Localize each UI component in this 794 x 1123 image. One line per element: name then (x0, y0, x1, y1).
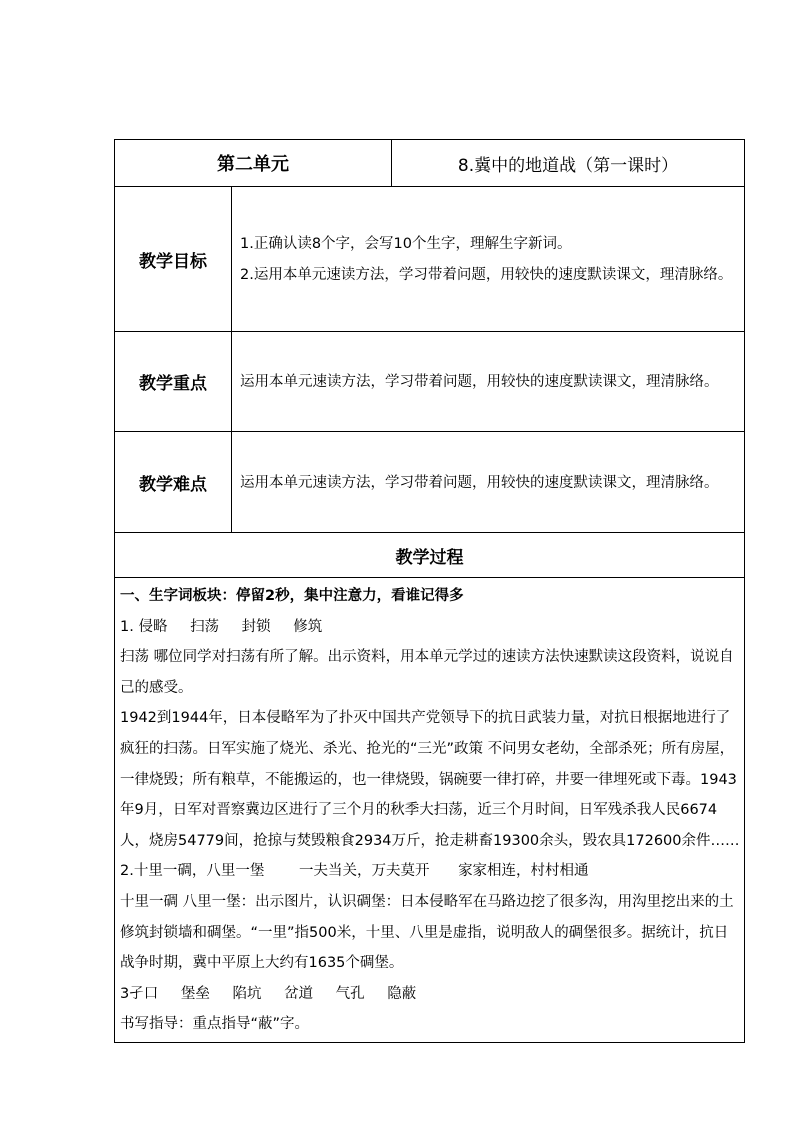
goals-content (232, 187, 745, 332)
process-title: 教学过程 (115, 533, 745, 578)
key-points-label: 教学重点 (115, 332, 232, 432)
word: 一夫当关，万夫莫开 (298, 863, 430, 880)
lesson-plan-table (114, 139, 745, 1043)
process-content (115, 578, 745, 1043)
word: 2.十里一碉，八里一堡 (120, 863, 265, 880)
unit-title: 第二单元 (115, 140, 392, 187)
goal-item: 1.正确认读8个字，会写10个生字，理解生字新词。 (240, 236, 572, 252)
word: 扫荡 (190, 618, 220, 635)
paragraph: 十里一碉 八里一堡：出示图片，认识碉堡：日本侵略军在马路边挖了很多沟，用沟里挖出来的土修筑封锁墙和碉堡。“一里”指500米，十里、八里是虚指，说明敌人的碉堡很多。据统计，抗日战争时期，冀中平原上大约有1635个碉堡。 (120, 893, 734, 972)
word-list (120, 979, 740, 1010)
difficulties-label: 教学难点 (115, 432, 232, 533)
key-points-content: 运用本单元速读方法，学习带着问题，用较快的速度默读课文，理清脉络。 (232, 332, 745, 432)
word: 家家相连，村村相通 (458, 863, 589, 880)
goal-item: 2.运用本单元速读方法，学习带着问题，用较快的速度默读课文，理清脉络。 (240, 267, 733, 283)
process-row (115, 578, 745, 1043)
word: 岔道 (284, 985, 314, 1002)
difficulties-row (115, 432, 745, 533)
goals-row (115, 187, 745, 332)
word-list (120, 612, 740, 643)
lesson-title: 8.冀中的地道战（第一课时） (392, 140, 745, 187)
word: 1. 侵略 (120, 618, 168, 635)
word: 陷坑 (232, 985, 262, 1002)
paragraph: 1942到1944年，日本侵略军为了扑灭中国共产党领导下的抗日武装力量，对抗日根据地进行了疯狂的扫荡。日军实施了烧光、杀光、抢光的“三光”政策 不问男女老幼，全部杀死；所有房屋，一律烧毁；所有粮草，不能搬运的，也一律烧毁，锅碗要一律打碎，井要一律埋死或下毒。1943年9月，日军对晋察冀边区进行了三个月的秋季大扫荡，近三个月时间，日军残杀我人民6674人，烧房54779间，抢掠与焚毁粮食2934万斤，抢走耕畜19300余头，毁农具172600余件…… (120, 710, 740, 849)
word: 封锁 (241, 618, 271, 635)
word-list (120, 856, 740, 887)
header-row (115, 140, 745, 187)
section-heading: 一、生字词板块：停留2秒，集中注意力，看谁记得多 (120, 588, 464, 604)
word: 堡垒 (180, 985, 210, 1002)
word: 气孔 (335, 985, 365, 1002)
goals-label: 教学目标 (115, 187, 232, 332)
word: 修筑 (293, 618, 323, 635)
word: 隐蔽 (387, 985, 417, 1002)
key-points-row (115, 332, 745, 432)
paragraph: 扫荡 哪位同学对扫荡有所了解。出示资料，用本单元学过的速读方法快速默读这段资料，说说自己的感受。 (120, 649, 734, 696)
paragraph: 书写指导：重点指导“蔽”字。 (120, 1016, 310, 1033)
word: 3孑口 (120, 985, 159, 1002)
process-title-row (115, 533, 745, 578)
difficulties-content: 运用本单元速读方法，学习带着问题，用较快的速度默读课文，理清脉络。 (232, 432, 745, 533)
